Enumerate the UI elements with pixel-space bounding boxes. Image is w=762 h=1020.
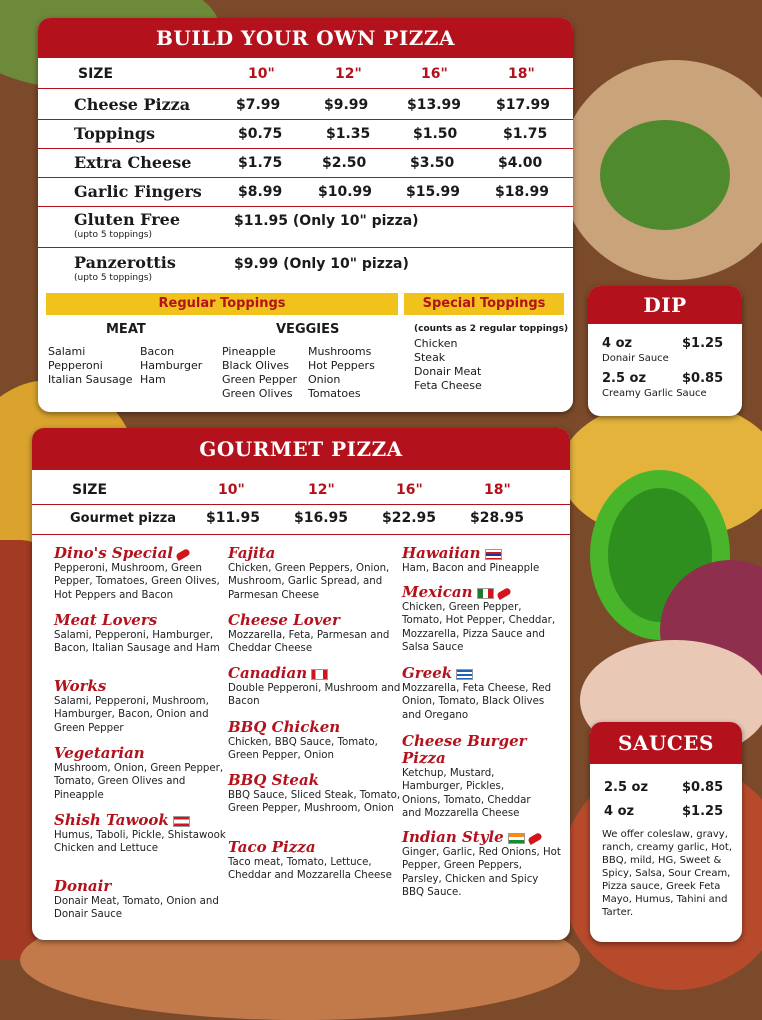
topping: Bacon [140, 345, 175, 358]
topping: Mushrooms [308, 345, 372, 358]
row-garlic-fingers-label: Garlic Fingers [74, 182, 202, 201]
sauces-card [590, 722, 742, 942]
size-12-header: 12" [335, 66, 362, 82]
row-gluten-free-note: (upto 5 toppings) [74, 230, 152, 240]
pizza-desc: Humus, Taboli, Pickle, Shistawook Chicken and Lettuce [54, 830, 226, 855]
sauce-price: $0.85 [682, 780, 724, 795]
price: $11.95 [206, 510, 261, 526]
price: $28.95 [470, 510, 525, 526]
chili-icon [527, 831, 543, 844]
pizza-name: Works [54, 677, 107, 695]
price: $1.75 [503, 126, 548, 142]
price: $9.99 (Only 10" pizza) [234, 256, 409, 272]
dip-desc: Creamy Garlic Sauce [602, 388, 707, 399]
topping: Hot Peppers [308, 359, 375, 372]
topping: Donair Meat [414, 365, 482, 378]
pizza-desc: Salami, Pepperoni, Mushroom, Hamburger, Bacon, Onion and Green Pepper [54, 696, 209, 734]
pizza-desc: Chicken, BBQ Sauce, Tomato, Green Pepper, Onion [228, 737, 378, 762]
price: $0.75 [238, 126, 283, 142]
price: $9.99 [324, 97, 369, 113]
special-toppings-list [414, 324, 568, 393]
pizza-shish-tawook [54, 811, 229, 856]
topping: Black Olives [222, 359, 290, 372]
pizza-bbq-steak [228, 771, 403, 816]
sauces-title: SAUCES [590, 722, 742, 764]
price: $1.50 [413, 126, 458, 142]
price: $18.99 [495, 184, 550, 200]
topping: Tomatoes [308, 387, 361, 400]
pizza-desc: BBQ Sauce, Sliced Steak, Tomato, Green Pepper, Mushroom, Onion [228, 790, 401, 815]
price: $1.35 [326, 126, 371, 142]
india-flag-icon [508, 833, 525, 844]
topping: Steak [414, 351, 446, 364]
size-10-header: 10" [218, 482, 245, 498]
pizza-desc: Chicken, Green Pepper, Tomato, Hot Pepper, Cheddar, Mozzarella, Pizza Sauce and Salsa Sauce [402, 602, 556, 654]
topping: Hamburger [140, 359, 203, 372]
topping: Pineapple [222, 345, 276, 358]
dip-price: $0.85 [682, 371, 724, 386]
pizza-name: BBQ Steak [228, 771, 320, 789]
size-10-header: 10" [248, 66, 275, 82]
pizza-vegetarian [54, 744, 229, 802]
pizza-name: BBQ Chicken [228, 718, 341, 736]
pizza-desc: Donair Meat, Tomato, Onion and Donair Sauce [54, 896, 219, 921]
size-18-header: 18" [484, 482, 511, 498]
lebanon-flag-icon [173, 816, 190, 827]
price: $2.50 [322, 155, 367, 171]
row-extra-cheese-label: Extra Cheese [74, 153, 192, 172]
gourmet-row-label: Gourmet pizza [70, 511, 177, 526]
pizza-canadian [228, 664, 403, 709]
sauces-note: We offer coleslaw, gravy, ranch, creamy garlic, Hot, BBQ, mild, HG, Sweet & Spicy, Salsa, Sour Cream, Pizza sauce, Greek Feta Mayo, Humus, Tahini and Tarter. [602, 829, 733, 918]
sauce-size: 4 oz [604, 804, 635, 819]
meat-col-1 [48, 345, 133, 387]
size-16-header: 16" [421, 66, 448, 82]
special-toppings-tab: Special Toppings [404, 293, 564, 315]
pizza-name: Shish Tawook [54, 811, 169, 829]
topping: Italian Sausage [48, 373, 133, 386]
dip-desc: Donair Sauce [602, 353, 669, 364]
dip-size: 2.5 oz [602, 371, 647, 386]
price: $17.99 [496, 97, 551, 113]
pizza-desc: Ginger, Garlic, Red Onions, Hot Pepper, Green Peppers, Parsley, Chicken and Spicy BBQ Sauce. [402, 847, 561, 899]
chili-icon [496, 586, 512, 599]
price: $4.00 [498, 155, 543, 171]
gourmet-card [32, 428, 570, 940]
pizza-dinos-special [54, 544, 229, 602]
topping: Green Pepper [222, 373, 298, 386]
pizza-greek [402, 664, 562, 722]
row-panzerottis-note: (upto 5 toppings) [74, 273, 152, 283]
regular-toppings-tab: Regular Toppings [46, 293, 398, 315]
topping: Onion [308, 373, 341, 386]
pizza-donair [54, 877, 229, 922]
dip-price: $1.25 [682, 336, 724, 351]
pizza-taco-pizza [228, 838, 403, 883]
pizza-name: Indian Style [402, 828, 504, 846]
price: $11.95 (Only 10" pizza) [234, 213, 419, 229]
pizza-indian-style [402, 828, 562, 900]
build-your-own-title: BUILD YOUR OWN PIZZA [38, 18, 573, 58]
pizza-name: Hawaiian [402, 544, 481, 562]
pizza-desc: Taco meat, Tomato, Lettuce, Cheddar and Mozzarella Cheese [228, 857, 392, 882]
pizza-desc: Chicken, Green Peppers, Onion, Mushroom, Garlic Spread, and Parmesan Cheese [228, 563, 390, 601]
pizza-fajita [228, 544, 403, 602]
price: $1.75 [238, 155, 283, 171]
price: $22.95 [382, 510, 437, 526]
sauce-size: 2.5 oz [604, 780, 649, 795]
hawaii-flag-icon [485, 549, 502, 560]
build-your-own-card [38, 18, 573, 412]
row-gluten-free-label: Gluten Free [74, 210, 181, 229]
size-18-header: 18" [508, 66, 535, 82]
sauce-price: $1.25 [682, 804, 724, 819]
price: $15.99 [406, 184, 461, 200]
pizza-desc: Mozzarella, Feta Cheese, Red Onion, Tomato, Black Olives and Oregano [402, 683, 552, 721]
pizza-name: Donair [54, 877, 112, 895]
pizza-works [54, 677, 229, 735]
dip-title: DIP [588, 286, 742, 324]
pizza-bbq-chicken [228, 718, 403, 763]
mexico-flag-icon [477, 588, 494, 599]
topping: Feta Cheese [414, 379, 482, 392]
price: $16.95 [294, 510, 349, 526]
dip-size: 4 oz [602, 336, 633, 351]
pizza-name: Vegetarian [54, 744, 145, 762]
pizza-meat-lovers [54, 611, 229, 656]
pizza-desc: Ham, Bacon and Pineapple [402, 563, 540, 574]
pizza-name: Dino's Special [54, 544, 173, 562]
size-12-header: 12" [308, 482, 335, 498]
topping: Ham [140, 373, 166, 386]
dip-card [588, 286, 742, 416]
size-16-header: 16" [396, 482, 423, 498]
price: $10.99 [318, 184, 373, 200]
canada-flag-icon [311, 669, 328, 680]
topping: Pepperoni [48, 359, 103, 372]
pizza-desc: Mozzarella, Feta, Parmesan and Cheddar Cheese [228, 630, 390, 655]
pizza-name: Taco Pizza [228, 838, 316, 856]
price: $7.99 [236, 97, 281, 113]
size-header: SIZE [72, 482, 108, 498]
pizza-desc: Pepperoni, Mushroom, Green Pepper, Tomatoes, Green Olives, Hot Peppers and Bacon [54, 563, 220, 601]
size-header: SIZE [78, 66, 114, 82]
row-panzerottis-label: Panzerottis [74, 253, 176, 272]
pizza-name: Fajita [228, 544, 276, 562]
pizza-name: Canadian [228, 664, 308, 682]
pizza-cheese-lover [228, 611, 403, 656]
gourmet-title: GOURMET PIZZA [32, 428, 570, 470]
pizza-desc: Salami, Pepperoni, Hamburger, Bacon, Italian Sausage and Ham [54, 630, 220, 655]
pizza-cheese-burger [402, 733, 542, 821]
topping: Chicken [414, 337, 458, 350]
pizza-desc: Mushroom, Onion, Green Pepper, Tomato, Green Olives and Pineapple [54, 763, 224, 801]
row-cheese-pizza-label: Cheese Pizza [74, 95, 191, 114]
veg-col-1 [222, 345, 297, 401]
meat-heading: MEAT [106, 322, 146, 337]
row-toppings-label: Toppings [74, 124, 156, 143]
veggies-heading: VEGGIES [276, 322, 340, 337]
price: $13.99 [407, 97, 462, 113]
pizza-hawaiian [402, 544, 562, 575]
meat-col-2 [140, 345, 202, 387]
pizza-mexican [402, 583, 562, 655]
chili-icon [175, 547, 191, 560]
pizza-name: Greek [402, 664, 453, 682]
price: $3.50 [410, 155, 455, 171]
topping: Salami [48, 345, 86, 358]
topping: Green Olives [222, 387, 293, 400]
pizza-name: Cheese Burger Pizza [402, 732, 527, 767]
pizza-name: Cheese Lover [228, 611, 340, 629]
pizza-name: Mexican [402, 583, 473, 601]
greece-flag-icon [456, 669, 473, 680]
pizza-desc: Double Pepperoni, Mushroom and Bacon [228, 683, 401, 708]
veg-col-2 [308, 345, 375, 401]
price: $8.99 [238, 184, 283, 200]
pizza-name: Meat Lovers [54, 611, 158, 629]
pizza-desc: Ketchup, Mustard, Hamburger, Pickles, Onions, Tomato, Cheddar and Mozzarella Cheese [402, 768, 531, 820]
special-note: (counts as 2 regular toppings) [414, 324, 569, 334]
